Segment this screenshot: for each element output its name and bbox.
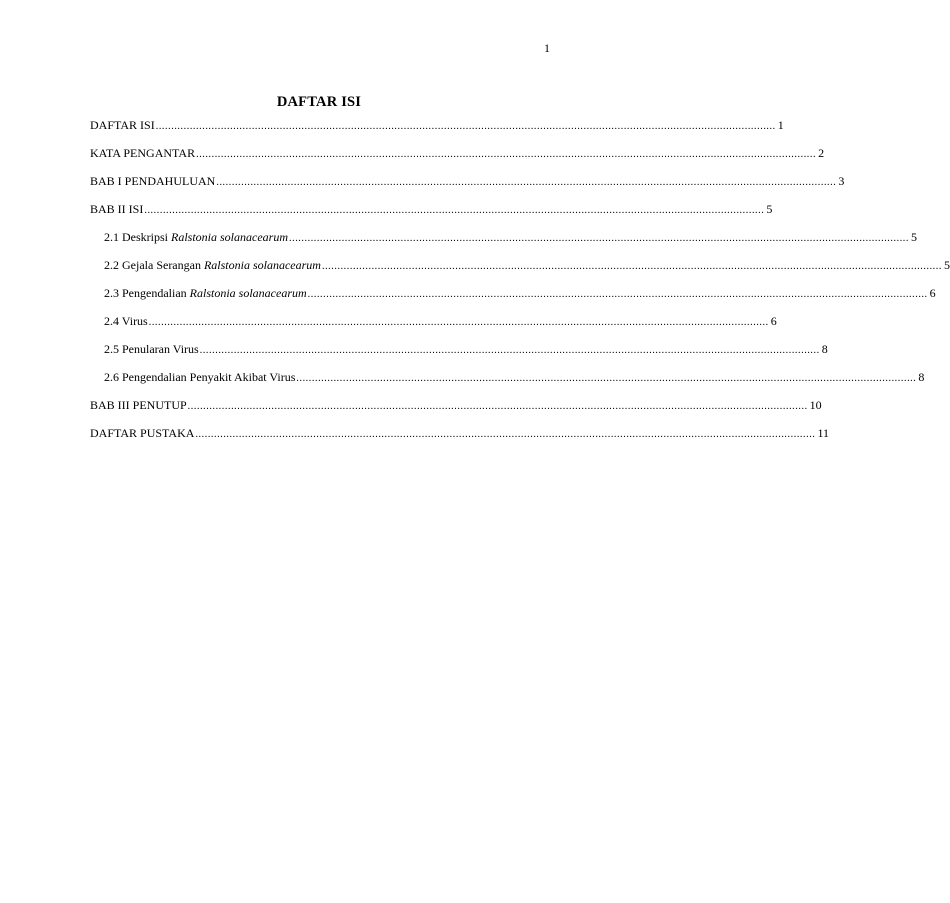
toc-entry-label-italic: Ralstonia solanacearum <box>189 286 307 300</box>
toc-leader-dots: ........................................................................................................................................................................................................ <box>289 233 909 244</box>
toc-entry-label: 2.4 Virus <box>104 314 148 328</box>
toc-entry-label: DAFTAR ISI <box>90 118 155 132</box>
toc-entry-bab-3[interactable] <box>90 398 822 414</box>
toc-leader-dots: ........................................................................................................................................................................................................ <box>195 429 816 440</box>
toc-entry-label: BAB III PENUTUP <box>90 398 187 412</box>
toc-entry-2-6[interactable] <box>104 370 925 386</box>
toc-leader-dots: ........................................................................................................................................................................................................ <box>187 401 808 412</box>
toc-entry-daftar-isi[interactable] <box>90 118 784 134</box>
toc-entry-label: DAFTAR PUSTAKA <box>90 426 195 440</box>
toc-entry-label: BAB I PENDAHULUAN <box>90 174 216 188</box>
toc-entry-page: 5 <box>943 258 950 272</box>
toc-entry-label: 2.6 Pengendalian Penyakit Akibat Virus <box>104 370 296 384</box>
toc-entry-2-1[interactable] <box>104 230 917 246</box>
toc-leader-dots: ........................................................................................................................................................................................................ <box>199 345 820 356</box>
toc-entry-page: 8 <box>821 342 828 356</box>
toc-entry-page: 8 <box>918 370 925 384</box>
toc-entry-label: BAB II ISI <box>90 202 144 216</box>
toc-leader-dots: ........................................................................................................................................................................................................ <box>148 317 769 328</box>
toc-entry-page: 6 <box>929 286 936 300</box>
toc-entry-label-italic: Ralstonia solanacearum <box>203 258 321 272</box>
toc-leader-dots: ........................................................................................................................................................................................................ <box>144 205 765 216</box>
toc-entry-label <box>104 286 307 300</box>
toc-entry-label-italic: Ralstonia solanacearum <box>171 230 288 244</box>
toc-entry-page: 11 <box>817 426 829 440</box>
toc-entry-bab-1[interactable] <box>90 174 845 190</box>
toc-entry-2-4[interactable] <box>104 314 777 330</box>
toc-entry-label: KATA PENGANTAR <box>90 146 196 160</box>
page-number: 1 <box>544 41 550 55</box>
toc-entry-2-3[interactable] <box>104 286 936 302</box>
toc-entry-label-text: 2.3 Pengendalian <box>104 286 190 300</box>
toc-leader-dots: ........................................................................................................................................................................................................ <box>155 121 776 132</box>
toc-entry-page: 5 <box>766 202 773 216</box>
toc-entry-2-5[interactable] <box>104 342 828 358</box>
toc-leader-dots: ........................................................................................................................................................................................................ <box>296 373 917 384</box>
toc-entry-bab-2[interactable] <box>90 202 773 218</box>
toc-leader-dots: ........................................................................................................................................................................................................ <box>196 149 817 160</box>
toc-entry-label <box>104 230 288 244</box>
toc-entry-page: 1 <box>777 118 784 132</box>
toc-entry-label: 2.5 Penularan Virus <box>104 342 199 356</box>
toc-entry-2-2[interactable] <box>104 258 950 274</box>
toc-entry-label-text: 2.1 Deskripsi <box>104 230 171 244</box>
toc-entry-label <box>104 258 321 272</box>
toc-entry-daftar-pustaka[interactable] <box>90 426 829 442</box>
toc-entry-page: 10 <box>809 398 822 412</box>
toc-entry-page: 5 <box>911 230 917 244</box>
toc-leader-dots: ........................................................................................................................................................................................................ <box>321 261 942 272</box>
toc-leader-dots: ........................................................................................................................................................................................................ <box>307 289 928 300</box>
toc-leader-dots: ........................................................................................................................................................................................................ <box>216 177 837 188</box>
toc-entry-page: 6 <box>770 314 777 328</box>
toc-entry-page: 2 <box>818 146 825 160</box>
toc-entry-kata-pengantar[interactable] <box>90 146 825 162</box>
toc-title: DAFTAR ISI <box>276 94 362 110</box>
toc-entry-page: 3 <box>838 174 845 188</box>
toc-entry-label-text: 2.2 Gejala Serangan <box>104 258 204 272</box>
